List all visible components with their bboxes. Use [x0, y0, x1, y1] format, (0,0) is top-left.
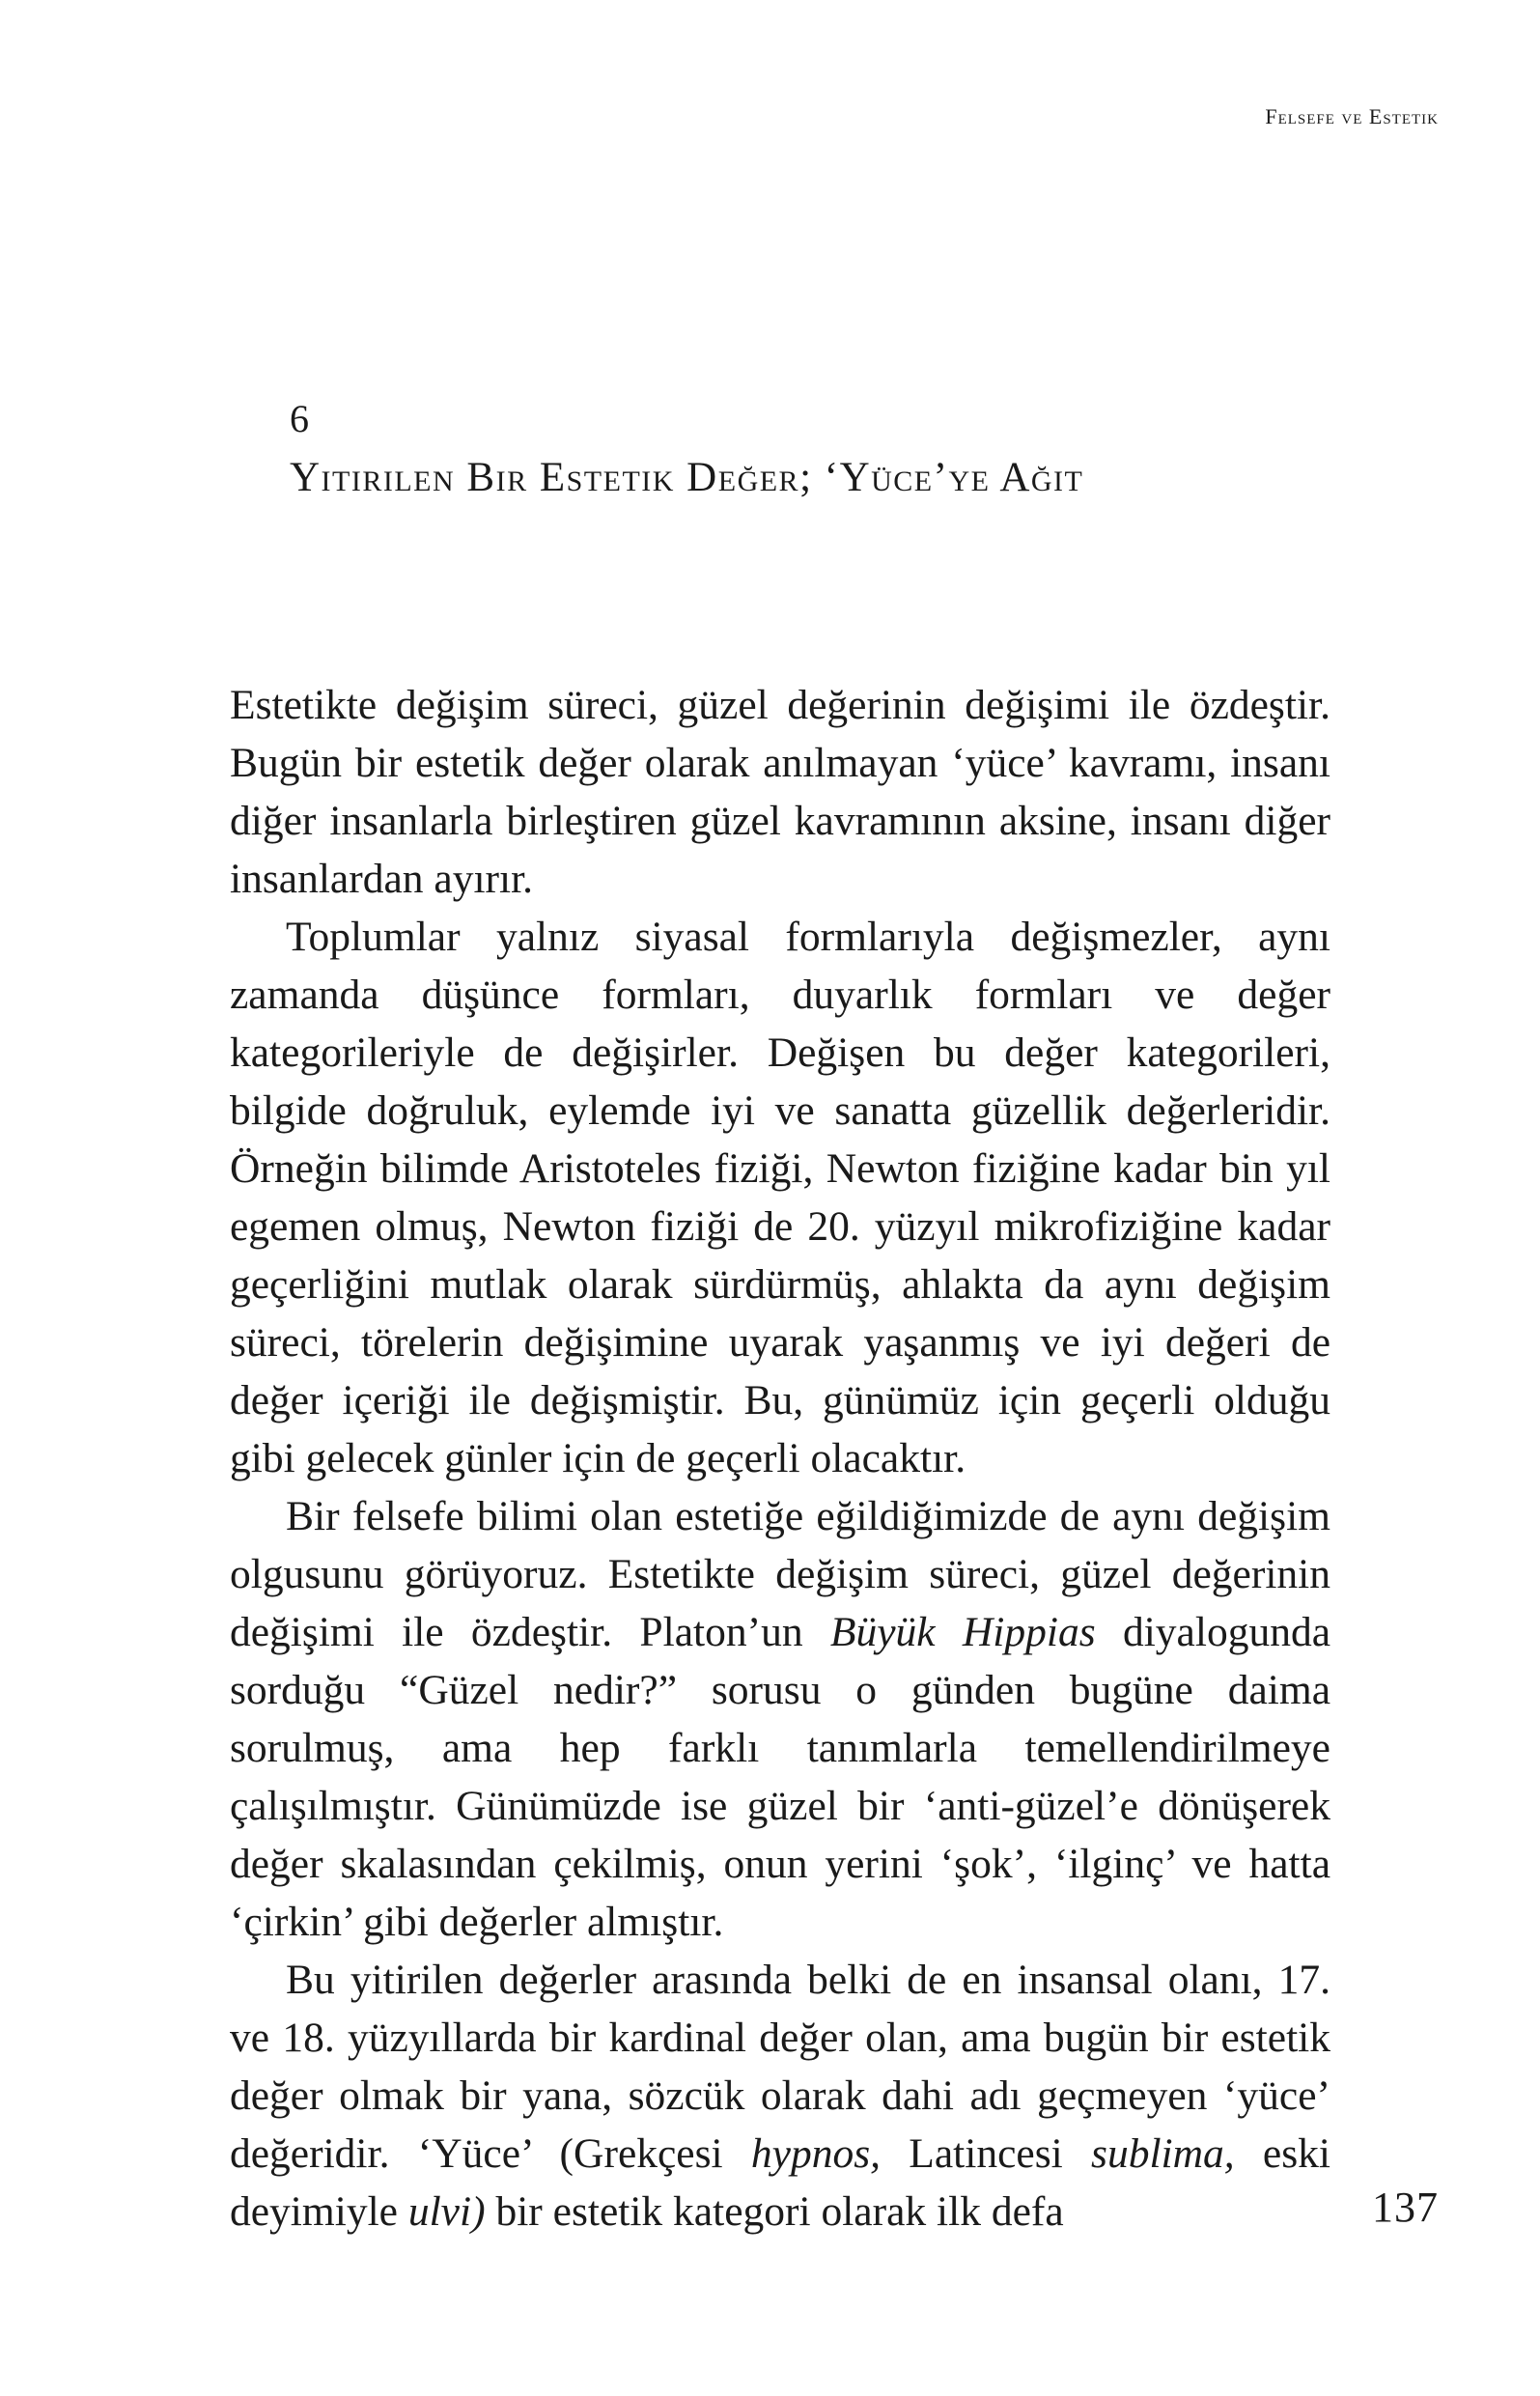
- italic-title: Büyük Hippias: [829, 1609, 1096, 1655]
- paragraph-3: [230, 1487, 1330, 1951]
- text-segment: Estetikte değişim süreci, güzel değerinin değişimi ile özdeştir. Bugün bir estetik değer olarak anılmayan ‘yüce’ kavramı, insanı diğer insanlarla birleştiren güzel kavramının aksine, insanı diğer insanlardan ayırır.: [230, 682, 1330, 902]
- body-text: [230, 676, 1330, 2241]
- page-number: 137: [1372, 2184, 1439, 2231]
- running-header: Felsefe ve Estetik: [1265, 104, 1439, 128]
- paragraph-2: [230, 908, 1330, 1487]
- italic-term: sublima,: [1091, 2130, 1235, 2177]
- text-segment: Bu yitirilen değerler arasında belki de en insansal olanı, 17. ve 18. yüzyıllarda bir kardinal değer olan, ama bugün bir estetik değer olmak bir yana, sözcük olarak dahi adı geçmeyen ‘yüce’ değeridir. ‘Yüce’ (Grekçesi: [230, 1957, 1330, 2177]
- italic-term: hypnos,: [750, 2130, 882, 2177]
- italic-term: ulvi): [407, 2188, 486, 2235]
- chapter-title: Yitirilen Bir Estetik Değer; ‘Yüce’ye Ağıt: [290, 455, 1084, 500]
- text-segment: diyalogunda sorduğu “Güzel nedir?” sorusu o günden bugüne daima sorulmuş, ama hep farklı tanımlarla temellendirilmeye çalışılmıştır. Günümüzde ise güzel bir ‘anti-güzel’e dönüşerek değer skalasından çekilmiş, onun yerini ‘şok’, ‘ilginç’ ve hatta ‘çirkin’ gibi değerler almıştır.: [230, 1609, 1331, 1945]
- text-segment: eski deyimiyle: [230, 2130, 1331, 2235]
- text-segment: Latincesi: [881, 2130, 1092, 2177]
- paragraph-4: [230, 1951, 1330, 2241]
- text-segment: Bir felsefe bilimi olan estetiğe eğildiğimizde de aynı değişim olgusunu görüyoruz. Estetikte değişim süreci, güzel değerinin değişimi ile özdeştir. Platon’un: [230, 1493, 1330, 1655]
- chapter-number: 6: [290, 397, 309, 440]
- text-segment: bir estetik kategori olarak ilk defa: [485, 2188, 1064, 2235]
- text-segment: Toplumlar yalnız siyasal formlarıyla değişmezler, aynı zamanda düşünce formları, duyarlık formları ve değer kategorileriyle de değişirler. Değişen bu değer kategorileri, bilgide doğruluk, eylemde iyi ve sanatta güzellik değerleridir. Örneğin bilimde Aristoteles fiziği, Newton fiziğine kadar bin yıl egemen olmuş, Newton fiziği de 20. yüzyıl mikrofiziğine kadar geçerliğini mutlak olarak sürdürmüş, ahlakta da aynı değişim süreci, törelerin değişimine uyarak yaşanmış ve iyi değeri de değer içeriği ile değişmiştir. Bu, günümüz için geçerli olduğu gibi gelecek günler için de geçerli olacaktır.: [230, 914, 1330, 1481]
- paragraph-1: [230, 676, 1330, 908]
